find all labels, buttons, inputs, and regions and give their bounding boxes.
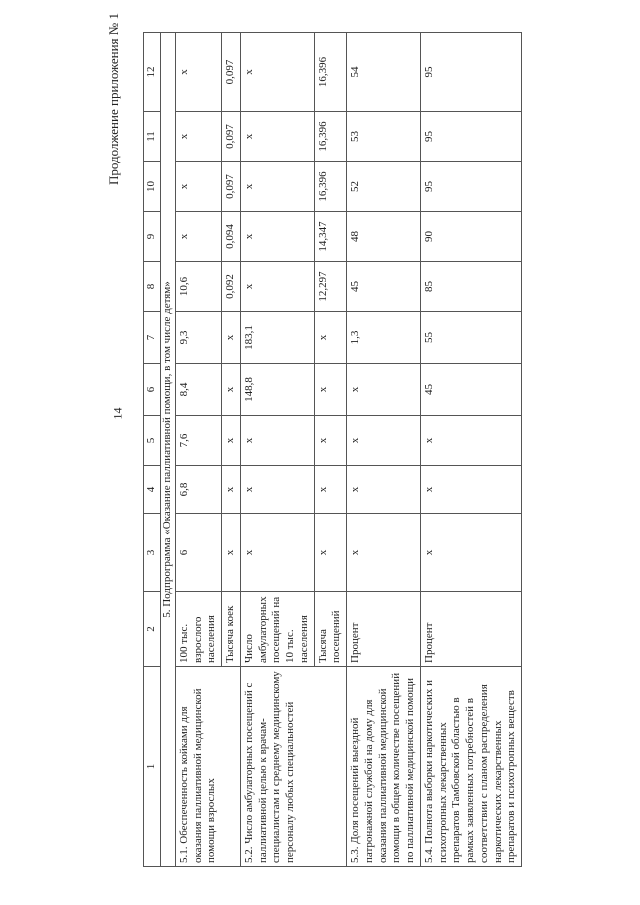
value-cell: 12,297 [314, 262, 347, 312]
value-cell: х [240, 262, 314, 312]
value-cell: 7,6 [175, 416, 221, 466]
table-row [420, 33, 521, 867]
value-cell: 45 [420, 364, 521, 416]
column-number: 12 [144, 33, 161, 112]
column-number: 2 [144, 592, 161, 667]
value-cell: х [420, 416, 521, 466]
column-number: 8 [144, 262, 161, 312]
value-cell: 16,396 [314, 162, 347, 212]
header-row [144, 33, 161, 867]
indicator-table [143, 32, 522, 867]
value-cell: х [347, 416, 421, 466]
value-cell: х [240, 416, 314, 466]
value-cell: 53 [347, 112, 421, 162]
value-cell: 16,396 [314, 33, 347, 112]
unit-cell: Тысяча коек [222, 592, 241, 667]
value-cell: 45 [347, 262, 421, 312]
value-cell: 95 [420, 162, 521, 212]
value-cell: 1,3 [347, 312, 421, 364]
value-cell: 183,1 [240, 312, 314, 364]
section-row [161, 33, 176, 867]
value-cell: х [314, 514, 347, 592]
column-number: 7 [144, 312, 161, 364]
unit-cell: Процент [347, 592, 421, 667]
value-cell: 0,092 [222, 262, 241, 312]
value-cell: х [314, 364, 347, 416]
value-cell: 95 [420, 33, 521, 112]
value-cell: 0,094 [222, 212, 241, 262]
continuation-title: Продолжение приложения № 1 [106, 13, 121, 185]
value-cell: 54 [347, 33, 421, 112]
rotated-table-area [143, 33, 640, 863]
value-cell: 48 [347, 212, 421, 262]
unit-cell: Число амбулаторных посещений на 10 тыс. населения [240, 592, 314, 667]
section-title: 5. Подпрограмма «Оказание паллиативной помощи, в том числе детям» [161, 33, 176, 867]
value-cell: 95 [420, 112, 521, 162]
value-cell: х [175, 112, 221, 162]
column-number: 4 [144, 466, 161, 514]
value-cell: 90 [420, 212, 521, 262]
value-cell: х [314, 416, 347, 466]
unit-cell: Тысяча посещений [314, 592, 347, 667]
value-cell: х [222, 514, 241, 592]
value-cell: 10,6 [175, 262, 221, 312]
value-cell: 85 [420, 262, 521, 312]
column-number: 9 [144, 212, 161, 262]
value-cell: х [240, 514, 314, 592]
unit-cell: 100 тыс. взрослого населения [175, 592, 221, 667]
column-number: 1 [144, 667, 161, 867]
value-cell: х [222, 364, 241, 416]
table-row [175, 33, 221, 867]
value-cell: х [240, 112, 314, 162]
column-number: 11 [144, 112, 161, 162]
column-number: 10 [144, 162, 161, 212]
value-cell: х [240, 466, 314, 514]
value-cell: х [175, 162, 221, 212]
value-cell: х [420, 514, 521, 592]
value-cell: х [222, 312, 241, 364]
value-cell: х [314, 312, 347, 364]
column-number: 5 [144, 416, 161, 466]
value-cell: х [347, 514, 421, 592]
value-cell: х [222, 466, 241, 514]
value-cell: 14,347 [314, 212, 347, 262]
indicator-name: 5.4. Полнота выборки наркотических и психотропных лекарственных препаратов Тамбовской областью в рамках заявленных потребностей в соответствии с планом распределения наркотических лекарственных препаратов и психотропных веществ [420, 667, 521, 867]
value-cell: 6 [175, 514, 221, 592]
value-cell: 9,3 [175, 312, 221, 364]
value-cell: 52 [347, 162, 421, 212]
value-cell: 8,4 [175, 364, 221, 416]
page-number: 14 [110, 407, 125, 420]
value-cell: х [175, 33, 221, 112]
indicator-name: 5.1. Обеспеченность койками для оказания паллиативной медицинской помощи взрослых [175, 667, 240, 867]
value-cell: х [175, 212, 221, 262]
value-cell: х [347, 364, 421, 416]
indicator-name: 5.2. Число амбулаторных посещений с паллиативной целью к врачам-специалистам и среднему медицинскому персоналу любых специальностей [240, 667, 346, 867]
value-cell: 0,097 [222, 162, 241, 212]
value-cell: х [222, 416, 241, 466]
value-cell: 0,097 [222, 112, 241, 162]
value-cell: 148,8 [240, 364, 314, 416]
value-cell: 0,097 [222, 33, 241, 112]
value-cell: х [240, 162, 314, 212]
column-number: 3 [144, 514, 161, 592]
value-cell: 16,396 [314, 112, 347, 162]
unit-cell: Процент [420, 592, 521, 667]
value-cell: 55 [420, 312, 521, 364]
table-row [347, 33, 421, 867]
indicator-name: 5.3. Доля посещений выездной патронажной службой на дому для оказания паллиативной медицинской помощи в общем количестве посещений по паллиативной медицинской помощи [347, 667, 421, 867]
value-cell: 6,8 [175, 466, 221, 514]
value-cell: х [240, 212, 314, 262]
value-cell: х [314, 466, 347, 514]
table-row [240, 33, 314, 867]
value-cell: х [240, 33, 314, 112]
value-cell: х [347, 466, 421, 514]
value-cell: х [420, 466, 521, 514]
column-number: 6 [144, 364, 161, 416]
